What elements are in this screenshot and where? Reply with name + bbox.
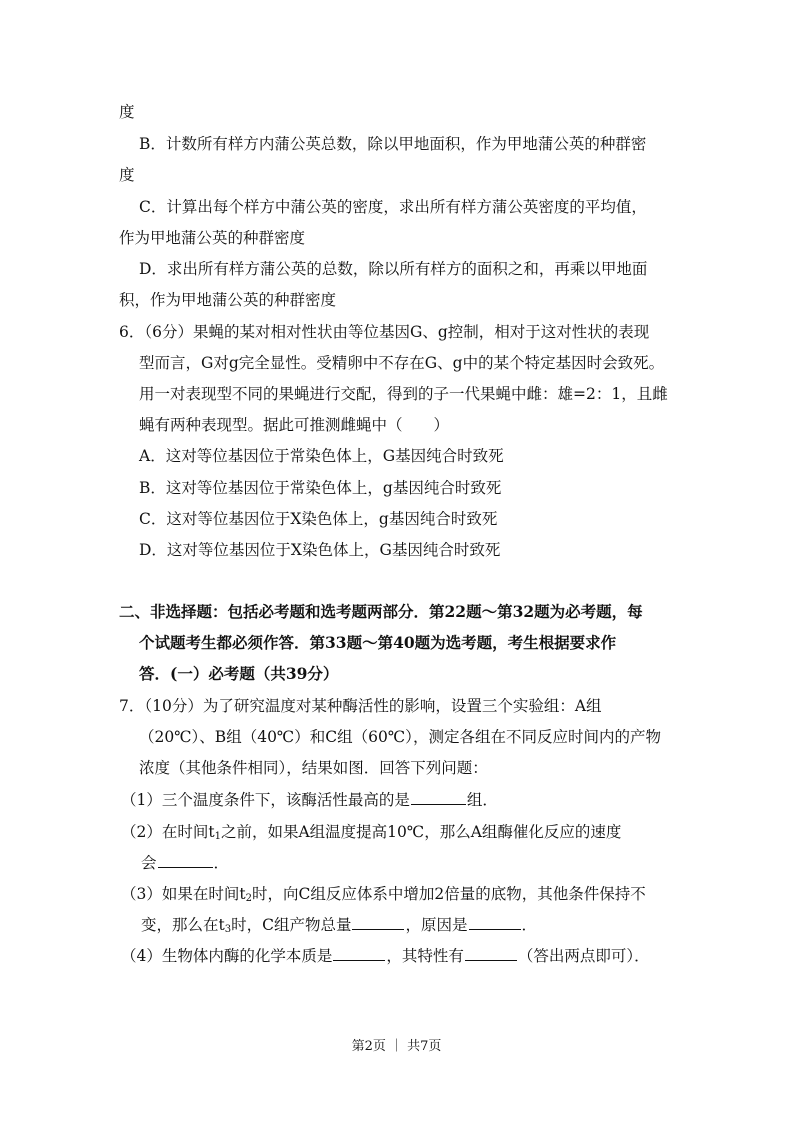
text-line: 度 bbox=[119, 103, 135, 121]
question-7-part-1 bbox=[121, 790, 498, 810]
text-segment: （答出两点即可）． bbox=[517, 947, 650, 965]
option-b-line: B．计数所有样方内蒲公英总数，除以甲地面积，作为甲地蒲公英的种群密 bbox=[139, 135, 647, 153]
text-segment: （4）生物体内酶的化学本质是 bbox=[121, 947, 333, 965]
text-segment: 时，向C组反应体系中增加2倍量的底物，其他条件保持不 bbox=[251, 885, 646, 903]
question-6-option-b: B．这对等位基因位于常染色体上，g基因纯合时致死 bbox=[139, 479, 502, 497]
answer-blank[interactable] bbox=[352, 915, 404, 930]
text-line: 度 bbox=[119, 166, 135, 184]
text-segment: 时，C组产物总量 bbox=[231, 916, 352, 934]
text-segment: 之前，如果A组温度提高10℃，那么A组酶催化反应的速度 bbox=[220, 823, 622, 841]
question-7-part-4 bbox=[121, 946, 650, 966]
question-6-stem: 蝇有两种表现型。据此可推测雌蝇中（ ） bbox=[139, 416, 450, 434]
text-segment: （2）在时间t bbox=[121, 823, 215, 841]
text-segment: ． bbox=[213, 854, 230, 872]
question-7-stem: 浓度（其他条件相同），结果如图．回答下列问题： bbox=[139, 759, 488, 777]
question-6-stem: 型而言，G对g完全显性。受精卵中不存在G、g中的某个特定基因时会致死。 bbox=[139, 354, 665, 372]
question-7-stem: （20℃）、B组（40℃）和C组（60℃），测定各组在不同反应时间内的产物 bbox=[139, 728, 661, 746]
option-d-line: D．求出所有样方蒲公英的总数，除以所有样方的面积之和，再乘以甲地面 bbox=[139, 260, 648, 278]
section-heading: 个试题考生都必须作答．第33题～第40题为选考题，考生根据要求作 bbox=[139, 633, 617, 652]
subscript: 2 bbox=[245, 893, 252, 904]
question-6-option-a: A．这对等位基因位于常染色体上，G基因纯合时致死 bbox=[139, 447, 504, 465]
text-line: 作为甲地蒲公英的种群密度 bbox=[119, 229, 306, 247]
text-segment: 会 bbox=[141, 854, 157, 872]
text-segment: （1）三个温度条件下，该酶活性最高的是 bbox=[121, 791, 410, 809]
question-6-stem: 6．（6分）果蝇的某对相对性状由等位基因G、g控制，相对于这对性状的表现 bbox=[119, 323, 650, 341]
question-7-part-2 bbox=[141, 853, 229, 873]
answer-blank[interactable] bbox=[158, 853, 213, 868]
question-7-part-3 bbox=[121, 884, 646, 904]
question-7-part-3 bbox=[141, 915, 537, 935]
text-segment: ． bbox=[521, 916, 538, 934]
text-segment: （3）如果在时间t bbox=[121, 885, 246, 903]
question-6-stem: 用一对表现型不同的果蝇进行交配，得到的子一代果蝇中雌：雄=2：1，且雌 bbox=[139, 385, 668, 403]
answer-blank[interactable] bbox=[411, 790, 466, 805]
question-6-option-c: C．这对等位基因位于X染色体上，g基因纯合时致死 bbox=[139, 510, 498, 528]
answer-blank[interactable] bbox=[333, 946, 385, 961]
question-6-option-d: D．这对等位基因位于X染色体上，G基因纯合时致死 bbox=[139, 541, 501, 559]
page-footer: 第2页 ｜ 共7页 bbox=[351, 1039, 442, 1054]
text-segment: 组． bbox=[466, 791, 498, 809]
question-7-part-2 bbox=[121, 822, 621, 842]
text-line: 积，作为甲地蒲公英的种群密度 bbox=[119, 291, 337, 309]
text-segment: ，原因是 bbox=[405, 916, 468, 934]
subscript: 1 bbox=[214, 831, 221, 842]
answer-blank[interactable] bbox=[465, 946, 517, 961]
option-c-line: C．计算出每个样方中蒲公英的密度，求出所有样方蒲公英密度的平均值， bbox=[139, 198, 647, 216]
subscript: 3 bbox=[224, 924, 232, 935]
question-7-stem: 7．（10分）为了研究温度对某种酶活性的影响，设置三个实验组：A组 bbox=[119, 697, 602, 715]
answer-blank[interactable] bbox=[469, 915, 521, 930]
section-heading: 答．(一）必考题（共39分） bbox=[139, 664, 339, 683]
text-segment: 变，那么在t bbox=[141, 916, 225, 934]
section-heading: 二、非选择题：包括必考题和选考题两部分．第22题～第32题为必考题，每 bbox=[119, 602, 643, 621]
text-segment: ，其特性有 bbox=[386, 947, 464, 965]
